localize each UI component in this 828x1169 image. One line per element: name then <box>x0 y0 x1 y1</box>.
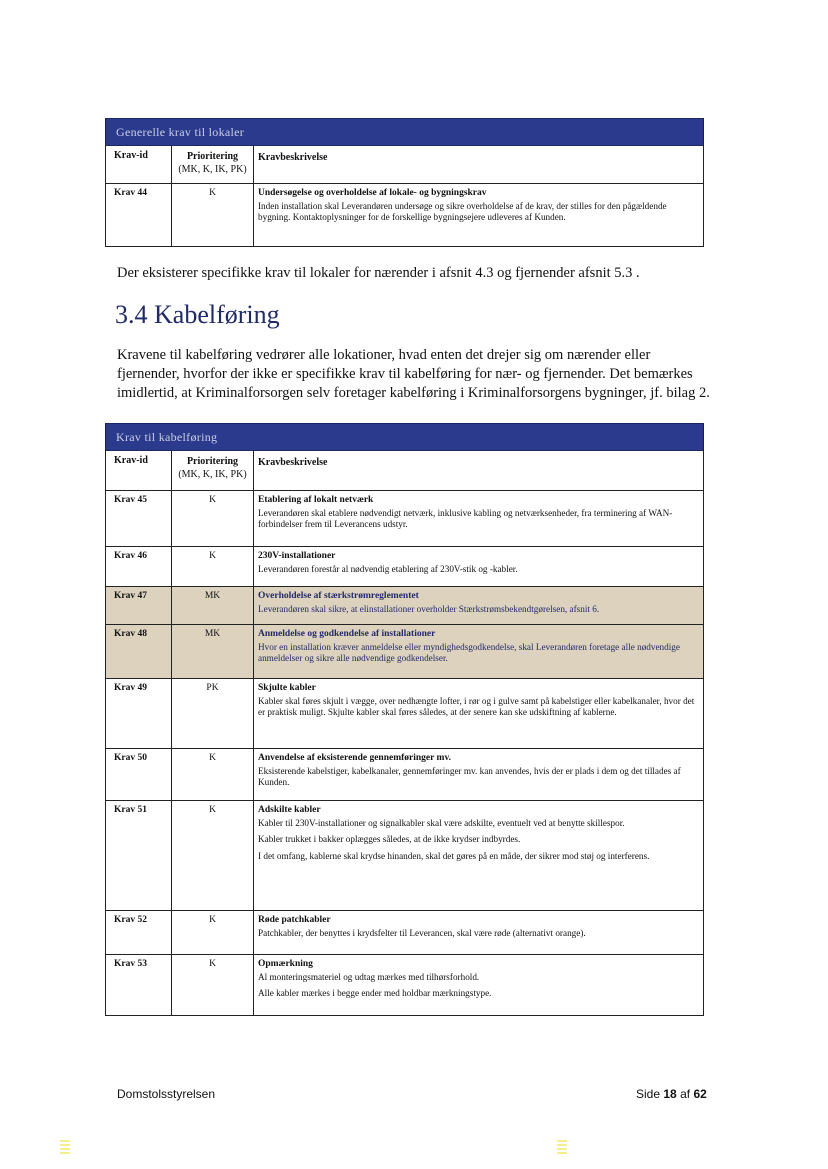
header-priority: Prioritering (MK, K, IK, PK) <box>171 451 254 490</box>
requirement-priority: MK <box>171 587 254 624</box>
requirements-table-premises <box>105 118 704 247</box>
table-row <box>106 184 703 246</box>
requirement-title: Etablering af lokalt netværk <box>258 495 374 505</box>
requirement-text: Inden installation skal Leverandøren undersøge og sikre overholdelse af de krav, der stilles for den pågældende bygning. Kontaktoplysninger for de forskellige bygningsejere udleveres af Kunden. <box>258 200 667 222</box>
requirement-priority: K <box>171 547 254 586</box>
requirement-description <box>254 547 703 586</box>
requirement-title: Undersøgelse og overholdelse af lokale- og bygningskrav <box>258 188 487 198</box>
requirement-description <box>254 749 703 800</box>
requirement-text: Hvor en installation kræver anmeldelse eller myndighedsgodkendelse, skal Leverandøren foretage alle nødvendige anmeldelser og sikre alle nødvendige godkendelser. <box>258 641 680 663</box>
header-description: Kravbeskrivelse <box>258 457 328 468</box>
requirement-id: Krav 45 <box>114 495 147 505</box>
requirement-id: Krav 50 <box>114 753 147 763</box>
requirement-priority: K <box>171 749 254 800</box>
requirement-title: Opmærkning <box>258 959 313 969</box>
requirement-text: Leverandøren skal etablere nødvendigt netværk, inklusive kabling og netværksenheder, fra terminering af WAN-forbindelser frem til Leverancens udstyr. <box>258 507 673 529</box>
requirement-text: Kabler trukket i bakker oplægges således, at de ikke krydser indbyrdes. <box>258 834 521 844</box>
requirement-priority: K <box>171 911 254 954</box>
table-header-row <box>106 451 703 491</box>
table-header-row <box>106 146 703 184</box>
table-row <box>106 625 703 679</box>
table-row <box>106 749 703 801</box>
requirement-text: Alle kabler mærkes i begge ender med holdbar mærkningstype. <box>258 988 492 998</box>
requirement-text: Leverandøren skal sikre, at elinstallationer overholder Stærkstrømsbekendtgørelsen, afsnit 6. <box>258 603 600 614</box>
premises-note: Der eksisterer specifikke krav til lokaler for nærender i afsnit 4.3 og fjernender afsnit 5.3 . <box>117 265 640 281</box>
requirement-title: Adskilte kabler <box>258 805 321 815</box>
table-row <box>106 491 703 547</box>
requirement-description <box>254 801 703 910</box>
scan-marker <box>60 1140 70 1154</box>
table-title: Krav til kabelføring <box>106 423 703 451</box>
requirement-text: Kabler til 230V-installationer og signalkabler skal være adskilte, eventuelt ved at benytte skillespor. <box>258 817 625 828</box>
requirement-id: Krav 48 <box>114 629 147 639</box>
requirement-title: Anvendelse af eksisterende gennemføringer mv. <box>258 753 452 763</box>
requirement-id: Krav 51 <box>114 805 147 815</box>
requirement-title: Røde patchkabler <box>258 915 331 925</box>
footer-page-number: Side 18 af 62 <box>636 1087 707 1101</box>
section-heading: 3.4 Kabelføring <box>115 300 280 329</box>
requirement-description <box>254 955 703 1015</box>
requirement-id: Krav 47 <box>114 591 147 601</box>
requirements-table-cabling <box>105 423 704 1016</box>
requirement-text: Kabler skal føres skjult i vægge, over nedhængte lofter, i rør og i gulve samt på kabelstiger eller kabelkanaler, hvor det er praktisk muligt. Skjulte kabler skal føres således, at der senere kan ske udskiftning af kablerne. <box>258 695 695 717</box>
header-description: Kravbeskrivelse <box>258 152 328 163</box>
requirement-id: Krav 44 <box>114 188 147 198</box>
requirement-description <box>254 911 703 954</box>
requirement-text: I det omfang, kablerne skal krydse hinanden, skal det gøres på en måde, der sikrer mod støj og interferens. <box>258 850 650 861</box>
table-row <box>106 547 703 587</box>
requirement-id: Krav 49 <box>114 683 147 693</box>
table-row <box>106 587 703 625</box>
requirement-text: Leverandøren forestår al nødvendig etablering af 230V-stik og -kabler. <box>258 563 518 574</box>
table-row <box>106 955 703 1015</box>
requirement-description <box>254 587 703 624</box>
requirement-text: Al monteringsmateriel og udtag mærkes med tilhørsforhold. <box>258 971 480 982</box>
requirement-priority: K <box>171 801 254 910</box>
requirement-title: Overholdelse af stærkstrømreglementet <box>258 591 419 601</box>
table-row <box>106 679 703 749</box>
header-id: Krav-id <box>114 455 148 466</box>
requirement-id: Krav 52 <box>114 915 147 925</box>
requirement-priority: K <box>171 955 254 1015</box>
requirement-title: Anmeldelse og godkendelse af installationer <box>258 629 436 639</box>
requirement-title: Skjulte kabler <box>258 683 316 693</box>
requirement-text: Eksisterende kabelstiger, kabelkanaler, gennemføringer mv. kan anvendes, hvis der er plads i dem og det tillades af Kunden. <box>258 765 681 787</box>
requirement-description <box>254 679 703 748</box>
requirement-priority: PK <box>171 679 254 748</box>
table-row <box>106 801 703 911</box>
requirement-priority: K <box>171 491 254 546</box>
table-title: Generelle krav til lokaler <box>106 118 703 146</box>
requirement-title: 230V-installationer <box>258 551 336 561</box>
requirement-description <box>254 184 703 246</box>
requirement-text: Patchkabler, der benyttes i krydsfelter til Leverancen, skal være røde (alternativt orange). <box>258 927 586 938</box>
requirement-description <box>254 491 703 546</box>
header-priority: Prioritering (MK, K, IK, PK) <box>171 146 254 183</box>
scan-marker <box>557 1140 567 1154</box>
header-id: Krav-id <box>114 150 148 161</box>
requirement-description <box>254 625 703 678</box>
table-row <box>106 911 703 955</box>
requirement-id: Krav 46 <box>114 551 147 561</box>
requirement-id: Krav 53 <box>114 959 147 969</box>
requirement-priority: K <box>171 184 254 246</box>
section-intro: Kravene til kabelføring vedrører alle lokationer, hvad enten det drejer sig om nærender eller fjernender, hvorfor der ikke er specifikke krav til kabelføring for nær- og fjernender. Det bemærkes imidlertid, at Kriminalforsorgen selv foretager kabelføring i Kriminalforsorgens bygninger, jf. bilag 2. <box>117 347 710 401</box>
requirement-priority: MK <box>171 625 254 678</box>
footer-organization: Domstolsstyrelsen <box>117 1087 216 1101</box>
